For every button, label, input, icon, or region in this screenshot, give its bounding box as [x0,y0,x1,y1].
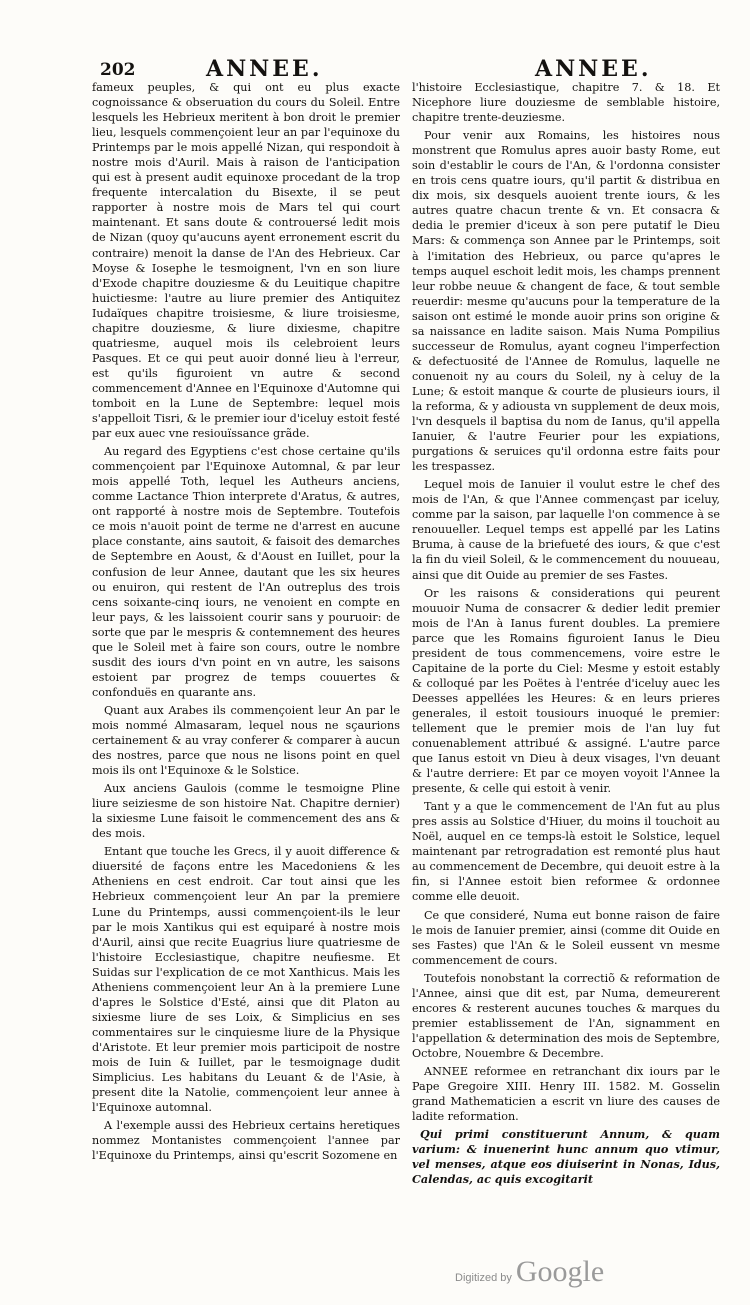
paragraph: Quant aux Arabes ils commençoient leur An par le mois nommé Almasaram, lequel nous ne sçaurions certainement & au vray conferer & comparer à aucun des nostres, parce que nous ne lisons point en quel mois ils ont l'Equinoxe & le Solstice. [92,703,400,778]
paragraph: Au regard des Egyptiens c'est chose certaine qu'ils commençoient par l'Equinoxe Automnal, & par leur mois appellé Toth, lequel les Autheurs anciens, comme Lactance Thion interprete d'Aratus, & autres, ont rapporté à nostre mois de Septembre. Toutefois ce mois n'auoit point de terme ne d'arrest en aucune place constante, ains sautoit, & faisoit des demarches de Septembre en Aoust, & d'Aoust en Iuillet, pour la confusion de leur Annee, dautant que les six heures ou enuiron, qui restent de l'An outreplus des trois cens soixante-cinq iours, ne venoient en compte en leur pays, & les laissoient courir sans y pouruoir: de sorte que par le mespris & contemnement des heures que le Soleil met à faire son cours, outre le nombre susdit des iours d'vn point en vn autre, les saisons estoient par progrez de temps couuertes & confonduës en quarante ans. [92,445,400,699]
running-title-left: ANNEE. [206,56,323,82]
paragraph: Lequel mois de Ianuier il voulut estre le chef des mois de l'An, & que l'Annee commençast par iceluy, comme par la saison, par laquelle l'on commence à se renouueller. Lequel temps est appellé par les Latins Bruma, à cause de la briefueté des iours, & que c'est la fin du vieil Soleil, & le commencement du nouueau, ainsi que dit Ouide au premier de ses Fastes. [412,478,720,582]
paragraph: Aux anciens Gaulois (comme le tesmoigne Pline liure seiziesme de son histoire Nat. Chapitre dernier) la sixiesme Lune faisoit le commencement des ans & des mois. [92,782,400,841]
paragraph: fameux peuples, & qui ont eu plus exacte cognoissance & obseruation du cours du Soleil. Entre lesquels les Hebrieux meritent à bon droit le premier lieu, lesquels commençoient leur an par l'equinoxe du Printemps par le mois appellé Nizan, qui respondoit à nostre mois d'Auril. Mais à raison de l'anticipation qui est à present audit equinoxe procedant de la trop frequente intercalation du Bisexte, il se peut rapporter à nostre mois de Mars tel qui court maintenant. Et sans doute & controuersé ledit mois de Nizan (quoy qu'aucuns ayent erronement escrit du contraire) menoit la danse de l'An des Hebrieux. Car Moyse & Iosephe le tesmoignent, l'vn en son liure d'Exode chapitre douziesme & du Leuitique chapitre huictiesme: l'autre au liure premier des Antiquitez Iudaïques chapitre troisiesme, & liure troisiesme, chapitre douziesme, & liure dixiesme, chapitre quatriesme, auquel mois ils celebroient leurs Pasques. Et ce qui peut auoir donné lieu à l'erreur, est qu'ils figuroient vn autre & second commencement d'Annee en l'Equinoxe d'Automne qui tomboit en la Lune de Septembre: lequel mois s'appelloit Tisri, & le premier iour d'iceluy estoit festé par eux auec vne resiouïssance grãde. [92,81,400,441]
paragraph: Ce que consideré, Numa eut bonne raison de faire le mois de Ianuier premier, ainsi (comme dit Ouide en ses Fastes) que l'An & le Soleil eussent vn mesme commencement de cours. [412,908,720,967]
running-title-right: ANNEE. [535,56,652,82]
paragraph: l'histoire Ecclesiastique, chapitre 7. & 18. Et Nicephore liure douziesme de semblable histoire, chapitre trente-deuziesme. [412,81,720,125]
paragraph: Toutefois nonobstant la correctiõ & reformation de l'Annee, ainsi que dit est, par Numa, demeurerent encores & resterent aucunes touches & marques du premier establissement de l'An, signamment en l'appellation & determination des mois de Septembre, Octobre, Nouembre & Decembre. [412,971,720,1060]
paragraph: Or les raisons & considerations qui peurent mouuoir Numa de consacrer & dedier ledit premier mois de l'An à Ianus furent doubles. La premiere parce que les Romains figuroient Ianus le Dieu president de tous commencemens, voire estre le Capitaine de la porte du Ciel: Mesme y estoit estably & colloqué par les Poëtes à l'entrée d'iceluy auec les Deesses appellées les Heures: & en leurs prieres generales, il estoit tousiours inuoqué le premier: tellement que le premier mois de l'an luy fut conuenablement attribué & assigné. L'autre parce que Ianus estoit vn Dieu à deux visages, l'vn deuant & l'autre derriere: Et par ce moyen voyoit l'Annee la presente, & celle qui estoit à venir. [412,586,720,796]
paragraph: Entant que touche les Grecs, il y auoit difference & diuersité de façons entre les Macedoniens & les Atheniens en cest endroit. Car tout ainsi que les Hebrieux commençoient leur An par la premiere Lune du Printemps, aussi commençoient-ils le leur par le mois Xantikus qui est equiparé à nostre mois d'Auril, ainsi que recite Euagrius liure quatriesme de l'histoire Ecclesiastique, chapitre neufiesme. Et Suidas sur l'explication de ce mot Xanthicus. Mais les Atheniens commençoient leur An à la premiere Lune d'apres le Solstice d'Esté, ainsi que dit Platon au sixiesme liure de ses Loix, & Simplicius en ses commentaires sur le cinquiesme liure de la Physique d'Aristote. Et leur premier mois participoit de nostre mois de Iuin & Iuillet, par le tesmoignage dudit Simplicius. Les habitans du Leuant & de l'Asie, à present dite la Natolie, commençoient leur annee à l'Equinoxe automnal. [92,845,400,1115]
paragraph: Tant y a que le commencement de l'An fut au plus pres assis au Solstice d'Hiuer, du moins il touchoit au Noël, auquel en ce temps-là estoit le Solstice, lequel maintenant par retrogradation est remonté plus haut au commencement de Decembre, qui deuoit estre à la fin, si l'Annee estoit bien reformee & ordonnee comme elle deuoit. [412,800,720,904]
left-column [92,80,400,1166]
paragraph: Pour venir aux Romains, les histoires nous monstrent que Romulus apres auoir basty Rome, eut soin d'establir le cours de l'An, & l'ordonna consister en trois cens quatre iours, qu'il partit & distribua en dix mois, six desquels auoient trente iours, & les autres quatre chacun trente & vn. Et consacra & dedia le premier d'iceux à son pere putatif le Dieu Mars: & commença son Annee par le Printemps, soit à l'imitation des Hebrieux, ou parce qu'apres le temps auquel eschoit ledit mois, les champs prennent leur robbe neuue & changent de face, & tout semble reuerdir: mesme qu'aucuns pour la temperature de la saison ont estimé le monde auoir prins son origine & sa naissance en ladite saison. Mais Numa Pompilius successeur de Romulus, ayant cogneu l'imperfection & defectuosité de l'Annee de Romulus, laquelle ne conuenoit ny au cours du Soleil, ny à celuy de la Lune; & estoit manque & courte de plusieurs iours, il la reforma, & y adiousta vn supplement de deux mois, l'vn desquels il baptisa du nom de Ianus, qu'il appella Ianuier, & l'autre Feurier pour les expiations, purgations & seruices qu'il ordonna estre faits pour les trespassez. [412,129,720,474]
paragraph: A l'exemple aussi des Hebrieux certains heretiques nommez Montanistes commençoient l'annee par l'Equinoxe du Printemps, ainsi qu'escrit Sozomene en [92,1119,400,1163]
paragraph: ANNEE reformee en retranchant dix iours par le Pape Gregoire XIII. Henry III. 1582. M. Gosselin grand Mathematicien a escrit vn liure des causes de ladite reformation. [412,1065,720,1124]
google-logo: Google [515,1255,605,1288]
page-number: 202 [100,60,136,80]
watermark-label: Digitized by [455,1272,512,1284]
latin-quote: Qui primi constituerunt Annum, & quam varium: & inuenerint hunc annum quo vtimur, vel menses, atque eos diuiserint in Nonas, Idus, Calendas, ac quis excogitarit [412,1127,720,1187]
digitized-watermark [455,1255,604,1289]
right-column [412,80,720,1190]
